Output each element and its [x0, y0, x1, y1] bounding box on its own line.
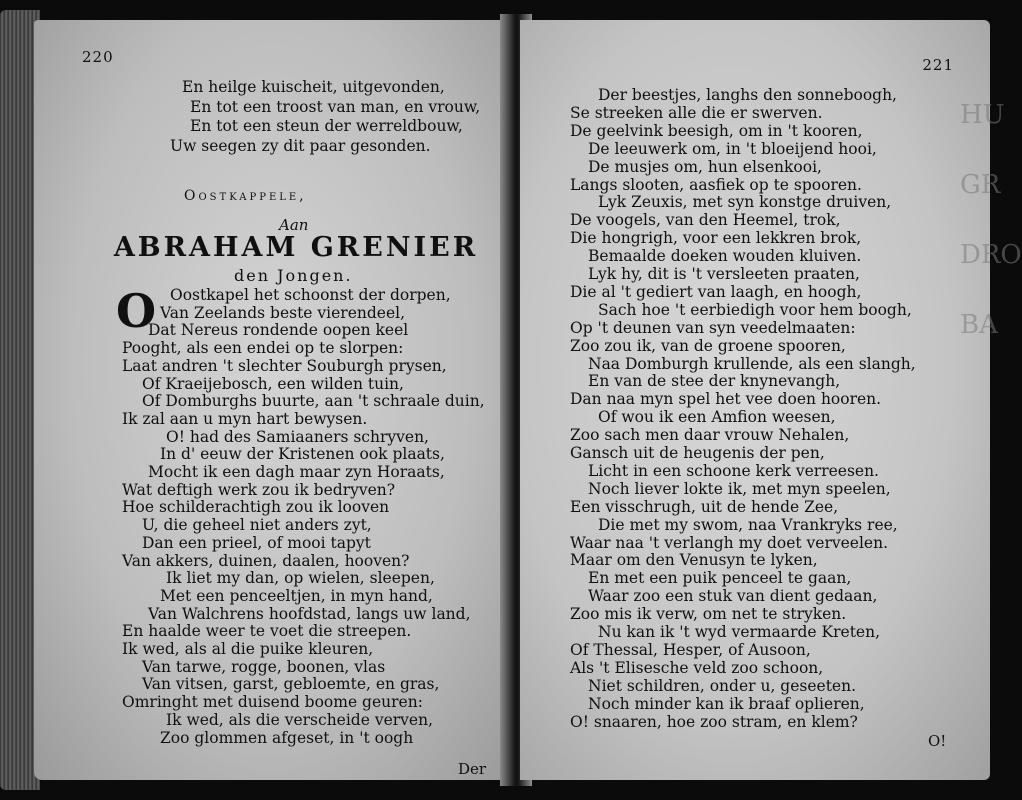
- poem-line: Op 't deunen van syn veedelmaaten:: [570, 318, 856, 337]
- poem-line: Omringht met duisend boome geuren:: [122, 693, 423, 712]
- right-page: [520, 20, 1022, 780]
- poem-line: Of Domburghs buurte, aan 't schraale duin,: [142, 392, 485, 411]
- poem-line: Waar zoo een stuk van dient gedaan,: [588, 587, 878, 606]
- poem-line: Der beestjes, langhs den sonneboogh,: [598, 86, 897, 104]
- poem-line: O! snaaren, hoe zoo stram, en klem?: [570, 712, 858, 731]
- poem-line: Zoo sach men daar vrouw Nehalen,: [570, 426, 850, 445]
- poem-line: Mocht ik een dagh maar zyn Horaats,: [148, 463, 445, 481]
- right-catchword: O!: [928, 732, 947, 750]
- poem-line: Die hongrigh, voor een lekkren brok,: [570, 229, 862, 248]
- poem-line: Of wou ik een Amfion weesen,: [598, 408, 836, 427]
- poem-line: Dan een prieel, of mooi tapyt: [142, 533, 371, 552]
- poem-line: Lyk hy, dit is 't versleeten praaten,: [588, 265, 860, 283]
- bleed-through-glyph: GR: [960, 170, 1001, 200]
- bleed-through-glyph: BA: [960, 310, 998, 340]
- poem-line: Dat Nereus rondende oopen keel: [148, 321, 409, 340]
- poem-line: Die al 't gediert van laagh, en hoogh,: [570, 282, 862, 301]
- poem-line: Sach hoe 't eerbiedigh voor hem boogh,: [598, 300, 912, 319]
- poem-place-heading: Oostkappele,: [184, 188, 307, 204]
- poem-line: Uw seegen zy dit paar gesonden.: [170, 136, 431, 155]
- poem-line: Met een penceeltjen, in myn hand,: [160, 586, 433, 605]
- poem-line: Oostkapel het schoonst der dorpen,: [170, 286, 451, 304]
- poem-line: Maar om den Venusyn te lyken,: [570, 551, 818, 570]
- poem-line: In d' eeuw der Kristenen ook plaats,: [160, 445, 445, 464]
- poem-line: Zoo zou ik, van de groene spooren,: [570, 336, 846, 355]
- poem-line: Dan naa myn spel het vee doen hooren.: [570, 390, 882, 409]
- poem-line: De voogels, van den Heemel, trok,: [570, 211, 841, 230]
- poem-line: En tot een troost van man, en vrouw,: [190, 97, 481, 116]
- drop-cap: O: [116, 284, 157, 338]
- poem-line: O! had des Samiaaners schryven,: [166, 427, 429, 446]
- poem-line: Niet schildren, onder u, geseeten.: [588, 676, 857, 695]
- poem-line: Laat andren 't slechter Souburgh prysen,: [122, 356, 447, 375]
- poem-line: Van Walchrens hoofdstad, langs uw land,: [148, 604, 471, 623]
- poem-line: Langs slooten, aasfiek op te spooren.: [570, 175, 862, 194]
- poem-line: Ik liet my dan, op wielen, sleepen,: [166, 569, 435, 588]
- poem-line: Bemaalde doeken wouden kluiven.: [588, 247, 862, 266]
- poem-line: Als 't Elisesche veld zoo schoon,: [570, 658, 824, 677]
- poem-line: Noch minder kan ik braaf oplieren,: [588, 694, 865, 713]
- bleed-through-text: [960, 80, 1022, 720]
- poem-line: Se streeken alle die er swerven.: [570, 103, 823, 122]
- bleed-through-glyph: DRO: [960, 240, 1022, 270]
- poem-line: Pooght, als een endei op te slorpen:: [122, 339, 404, 358]
- poem-line: Licht in een schoone kerk verreesen.: [588, 461, 879, 480]
- poem-line: En met een puik penceel te gaan,: [588, 569, 852, 588]
- poem-line: Lyk Zeuxis, met syn konstge druiven,: [598, 193, 892, 212]
- poem-line: En heilge kuischeit, uitgevonden,: [182, 78, 445, 96]
- poem-line: De geelvink beesigh, om in 't kooren,: [570, 121, 863, 140]
- poem-line: Ik zal aan u myn hart bewysen.: [122, 409, 368, 428]
- poem-line: Van tarwe, rogge, boonen, vlas: [142, 657, 386, 676]
- poem-line: Gansch uit de heugenis der pen,: [570, 444, 825, 462]
- poem-line: Hoe schilderachtigh zou ik looven: [122, 498, 390, 517]
- poem-line: Of Thessal, Hesper, of Ausoon,: [570, 640, 811, 659]
- poem-line: En van de stee der knynevangh,: [588, 372, 841, 391]
- poem-line: Zoo glommen afgeset, in 't oogh: [160, 728, 414, 747]
- left-catchword: Der: [458, 760, 487, 778]
- poem-line: Ik wed, als al die puike kleuren,: [122, 640, 374, 658]
- left-page-number: 220: [82, 48, 114, 66]
- poem-line: Wat deftigh werk zou ik bedryven?: [122, 480, 396, 499]
- poem-line: En tot een steun der werreldbouw,: [190, 117, 463, 135]
- poem-line: Of Kraeijebosch, een wilden tuin,: [142, 374, 404, 393]
- dedication-aan: Aan: [279, 216, 309, 234]
- poem-line: Een visschrugh, uit de hende Zee,: [570, 497, 839, 516]
- poem-line: Naa Domburgh krullende, als een slangh,: [588, 354, 916, 373]
- poem-line: Ik wed, als die verscheide verven,: [166, 710, 434, 729]
- dedicatee-subtitle: den Jongen.: [234, 266, 353, 285]
- poem-line: Noch liever lokte ik, met myn speelen,: [588, 479, 891, 498]
- poem-line: Van Zeelands beste vierendeel,: [160, 303, 406, 322]
- dedicatee-name: ABRAHAM GRENIER: [113, 232, 479, 263]
- poem-line: Waar naa 't verlangh my doet verveelen.: [570, 533, 889, 552]
- poem-line: En haalde weer te voet die streepen.: [122, 622, 412, 641]
- poem-line: De musjes om, hun elsenkooi,: [588, 157, 822, 176]
- bleed-through-glyph: HU: [960, 100, 1005, 130]
- poem-line: Zoo mis ik verw, om net te stryken.: [570, 605, 847, 624]
- right-page-number: 221: [922, 56, 954, 74]
- poem-line: De leeuwerk om, in 't bloeijend hooi,: [588, 139, 877, 158]
- poem-line: Van akkers, duinen, daalen, hooven?: [122, 551, 410, 570]
- poem-line: Van vitsen, garst, gebloemte, en gras,: [142, 675, 440, 694]
- poem-line: Die met my swom, naa Vrankryks ree,: [598, 515, 898, 534]
- left-page: [34, 20, 510, 780]
- poem-line: U, die geheel niet anders zyt,: [142, 516, 372, 535]
- poem-line: Nu kan ik 't wyd vermaarde Kreten,: [598, 623, 881, 641]
